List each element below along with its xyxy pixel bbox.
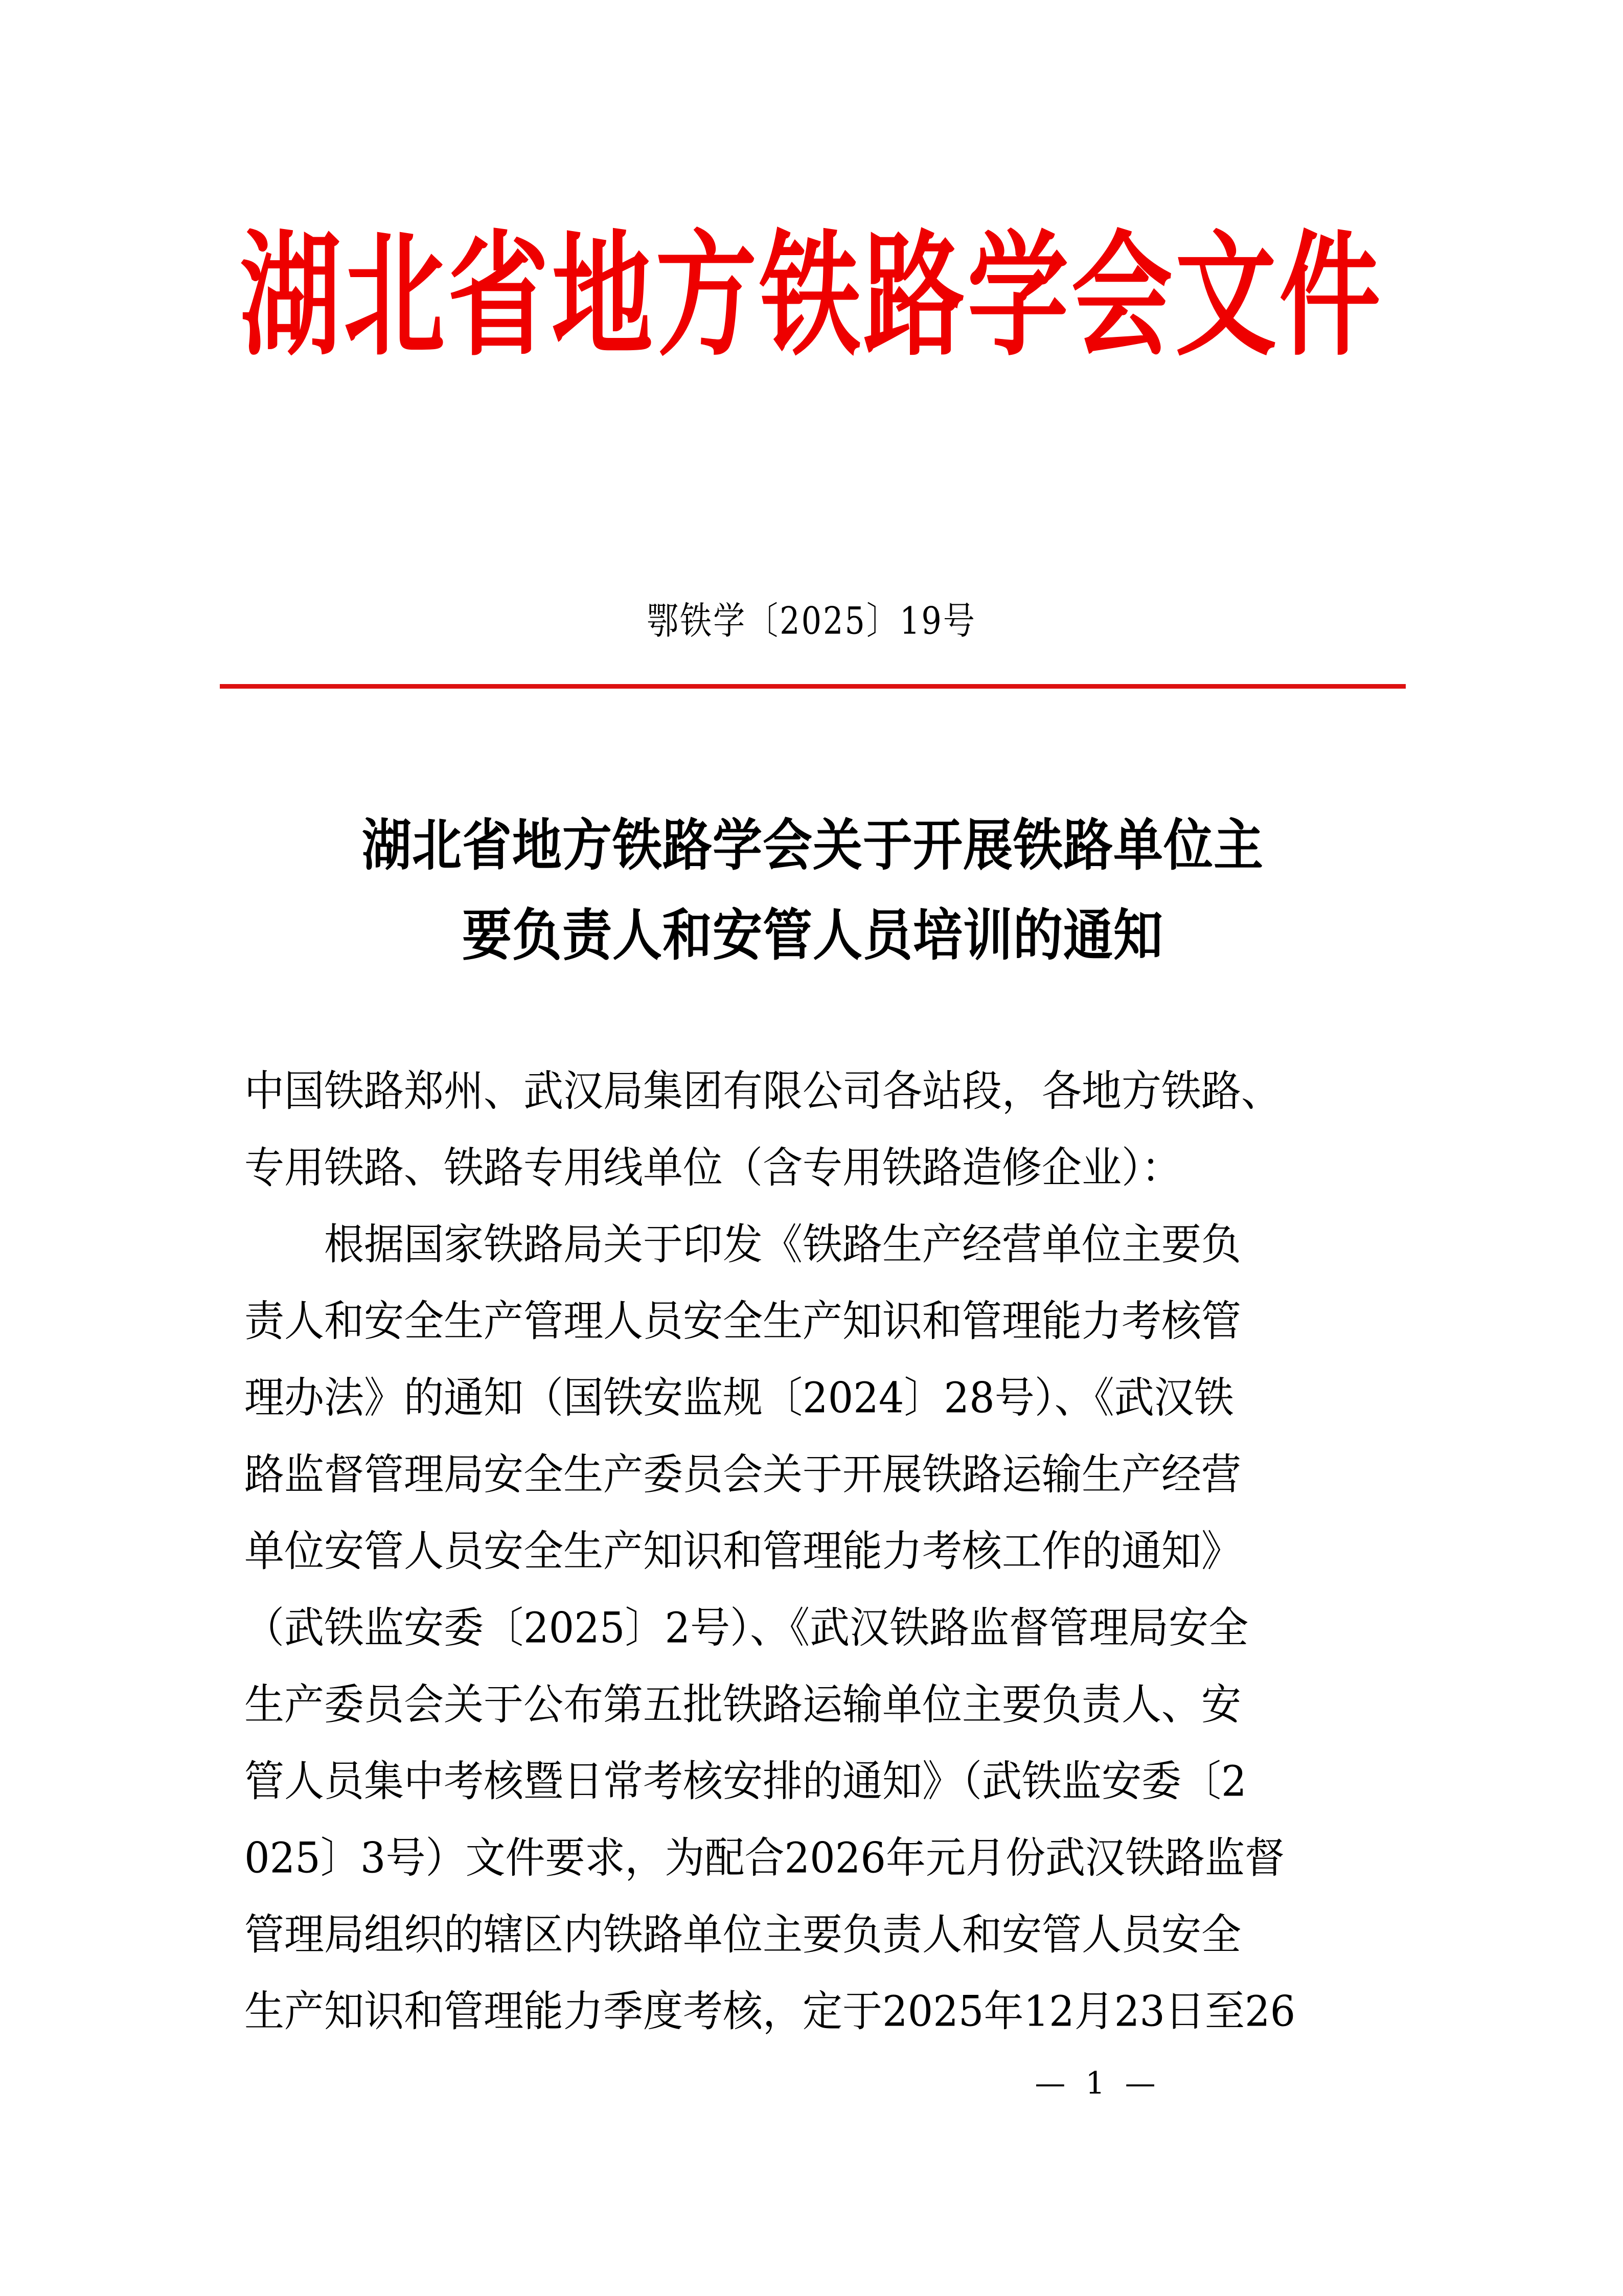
body-line: 管人员集中考核暨日常考核安排的通知》（武铁监安委〔2 <box>244 1757 1247 1806</box>
document-number-row <box>0 599 1623 643</box>
masthead-title: 湖北省地方铁路学会文件 <box>240 216 1383 374</box>
body-line: 专用铁路、铁路专用线单位（含专用铁路造修企业）： <box>244 1144 1182 1193</box>
body-line: 管理局组织的辖区内铁路单位主要负责人和安管人员安全 <box>244 1911 1242 1960</box>
body-line: 生产委员会关于公布第五批铁路运输单位主要负责人、安 <box>244 1680 1242 1730</box>
body-line: 根据国家铁路局关于印发《铁路生产经营单位主要负 <box>324 1220 1242 1269</box>
page-title <box>220 800 1406 980</box>
page-footer <box>0 2065 1623 2101</box>
red-divider-rule <box>220 684 1406 689</box>
body-line: 025〕3号）文件要求，为配合2026年元月份武汉铁路监督 <box>244 1834 1285 1883</box>
body-line: 单位安管人员安全生产知识和管理能力考核工作的通知》 <box>244 1527 1242 1576</box>
masthead <box>0 216 1623 374</box>
body-line: 中国铁路郑州、武汉局集团有限公司各站段，各地方铁路、 <box>244 1067 1282 1116</box>
document-body <box>244 1053 1387 2050</box>
page-title-line: 湖北省地方铁路学会关于开展铁路单位主 <box>362 812 1264 878</box>
page-title-line: 要负责人和安管人员培训的通知 <box>462 902 1163 968</box>
body-line: 责人和安全生产管理人员安全生产知识和管理能力考核管 <box>244 1297 1242 1346</box>
body-line: 生产知识和管理能力季度考核，定于2025年12月23日至26 <box>244 1987 1296 2036</box>
body-line: （武铁监安委〔2025〕2号）、《武汉铁路监督管理局安全 <box>244 1604 1249 1653</box>
page-number: — 1 — <box>1035 2065 1161 2101</box>
document-number: 鄂铁学〔2025〕19号 <box>647 599 976 643</box>
body-line: 理办法》的通知（国铁安监规〔2024〕28号）、《武汉铁 <box>244 1374 1234 1423</box>
body-line: 路监督管理局安全生产委员会关于开展铁路运输生产经营 <box>244 1450 1242 1499</box>
